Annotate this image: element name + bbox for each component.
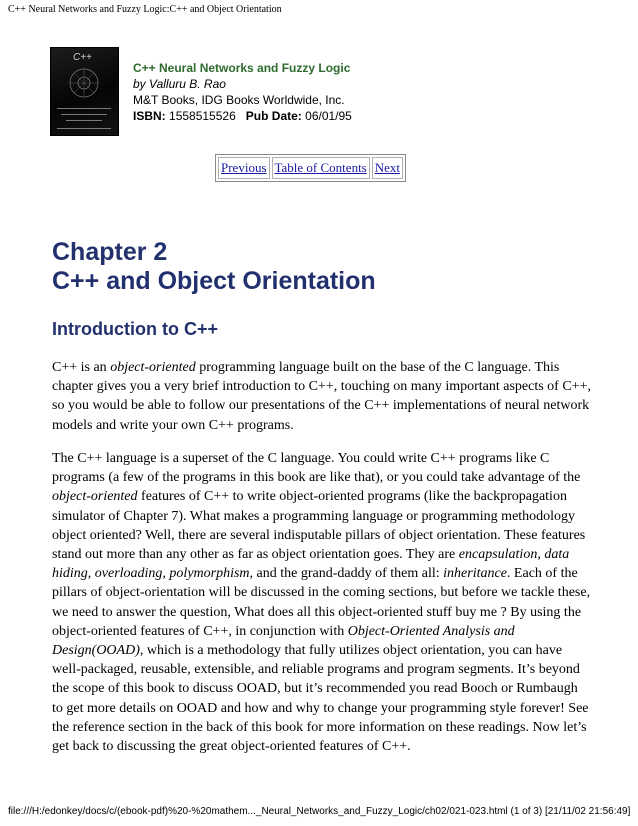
paragraph-1: C++ is an object-oriented programming language built on the base of the C language. This chapter gives you a very brief introduction to C++, touching on many important aspects of C++, so you would be able to follow our presentations of the C++ implementations of neural network models and write your own C++ programs. (52, 360, 591, 433)
chapter-heading (52, 238, 376, 296)
book-isbn-line (133, 108, 352, 124)
isbn-label: ISBN: (133, 109, 166, 123)
page-footer-url: file:///H:/edonkey/docs/c/(ebook-pdf)%20-%20mathem..._Neural_Networks_and_Fuzzy_Logic/ch02/021-023.html (1 of 3) [21/11/02 21:56:49] (8, 806, 630, 817)
chapter-title: C++ and Object Orientation (52, 267, 376, 295)
book-cover-image (50, 47, 119, 136)
cover-text-line (57, 108, 111, 109)
previous-link[interactable]: Previous (221, 160, 267, 175)
pubdate-label: Pub Date: (245, 109, 302, 123)
paragraph-2: The C++ language is a superset of the C language. You could write C++ programs like C programs (a few of the programs in this book are like that), or you could take advantage of the object-oriented features of C++ to write object-oriented programs (like the backpropagation simulator of Chapter 7). What makes a programming language or programming methodology object oriented? Well, there are several indisputable pillars of object orientation. These features stand out more than any other as far as object orientation goes. They are encapsulation, data hiding, overloading, polymorphism, and the grand-daddy of them all: inheritance. Each of the pillars of object-orientation will be discussed in the coming sections, but before we tackle these, we need to answer the question, What does all this object-oriented stuff buy me ? By using the object-oriented features of C++, in conjunction with Object-Oriented Analysis and Design(OOAD), which is a methodology that fully utilizes object orientation, you can have well-packaged, reusable, extensible, and reliable programs and program segments. It’s beyond the scope of this book to discuss OOAD, but it’s recommended you read Booch or Rumbaugh to get more details on OOAD and how and why to change your programming style forever! See the reference section in the back of this book for more information on these readings. Now let’s get back to discussing the great object-oriented features of C++. (52, 451, 591, 755)
book-author: by Valluru B. Rao (133, 77, 226, 91)
nav-cell-previous (218, 157, 270, 179)
book-title: C++ Neural Networks and Fuzzy Logic (133, 61, 351, 75)
next-link[interactable]: Next (374, 160, 401, 175)
book-publisher: M&T Books, IDG Books Worldwide, Inc. (133, 93, 345, 107)
neural-network-diagram-icon (65, 64, 103, 102)
cover-text-line (57, 128, 111, 129)
cover-text-line (66, 120, 102, 121)
isbn-value: 1558515526 (169, 109, 236, 123)
nav-cell-toc (272, 157, 370, 179)
page-header: C++ Neural Networks and Fuzzy Logic:C++ and Object Orientation (8, 4, 282, 15)
chapter-number: Chapter 2 (52, 238, 168, 266)
nav-cell-next (372, 157, 403, 179)
cover-logo-mark: C++ (73, 52, 92, 63)
section-heading: Introduction to C++ (52, 319, 218, 339)
cover-text-line (61, 114, 107, 115)
navigation-bar (215, 154, 406, 182)
book-info (133, 60, 352, 124)
pubdate-value: 06/01/95 (305, 109, 352, 123)
table-of-contents-link[interactable]: Table of Contents (274, 160, 367, 175)
